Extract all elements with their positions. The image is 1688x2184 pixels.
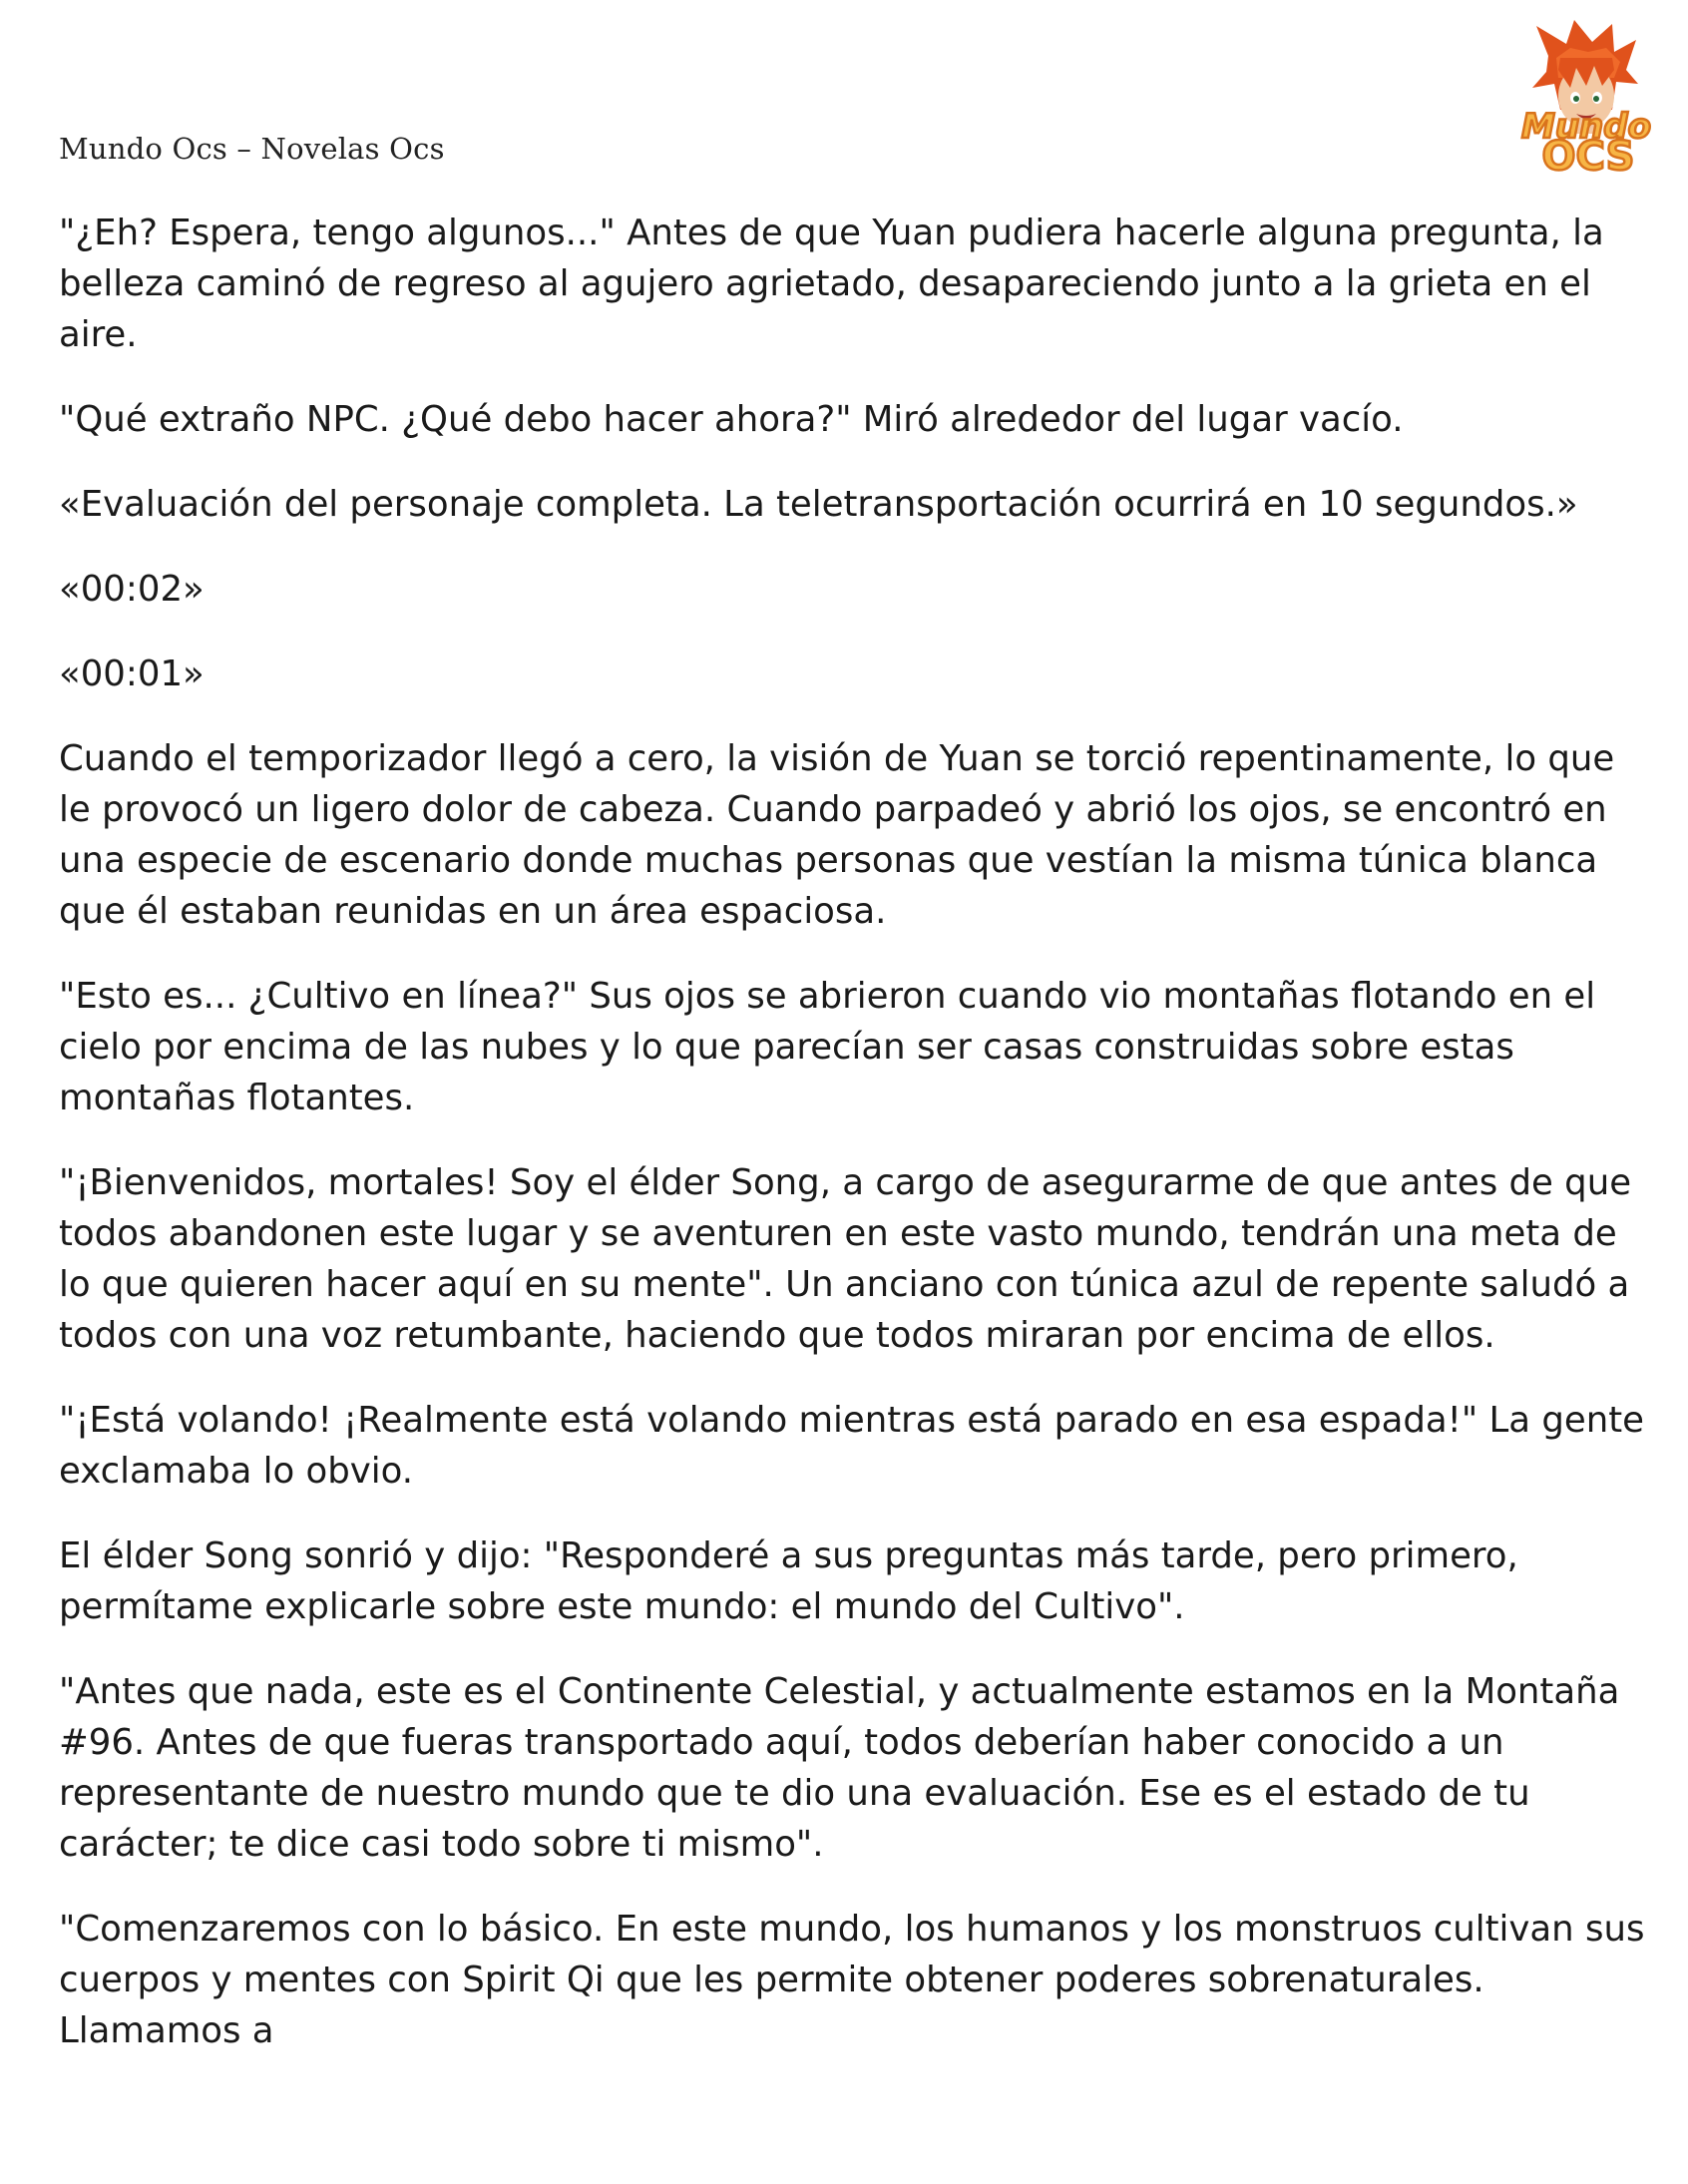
site-title: Mundo Ocs – Novelas Ocs xyxy=(59,132,445,166)
paragraph: "¡Bienvenidos, mortales! Soy el élder Song, a cargo de asegurarme de que antes de que todos abandonen este lugar y se aventuren en este vasto mundo, tendrán una meta de lo que quieren hacer aquí en su mente". Un anciano con túnica azul de repente saludó a todos con una voz retumbante, haciendo que todos miraran por encima de ellos. xyxy=(59,1162,1632,1356)
mundo-ocs-logo xyxy=(1496,18,1676,178)
paragraph: "Qué extraño NPC. ¿Qué debo hacer ahora?" Miró alrededor del lugar vacío. xyxy=(59,399,1404,440)
paragraph: El élder Song sonrió y dijo: "Responderé a sus preguntas más tarde, pero primero, permítame explicarle sobre este mundo: el mundo del Cultivo". xyxy=(59,1535,1518,1627)
paragraph: «00:01» xyxy=(59,654,205,694)
paragraph: "¡Está volando! ¡Realmente está volando mientras está parado en esa espada!" La gente exclamaba lo obvio. xyxy=(59,1400,1644,1492)
svg-text:OCS: OCS xyxy=(1541,134,1635,178)
paragraph: «Evaluación del personaje completa. La teletransportación ocurrirá en 10 segundos.» xyxy=(59,484,1578,525)
paragraph: "Comenzaremos con lo básico. En este mundo, los humanos y los monstruos cultivan sus cuerpos y mentes con Spirit Qi que les permite obtener poderes sobrenaturales. Llamamos a xyxy=(59,1909,1645,2051)
paragraph: "Esto es... ¿Cultivo en línea?" Sus ojos se abrieron cuando vio montañas flotando en el cielo por encima de las nubes y lo que parecían ser casas construidas sobre estas montañas flotantes. xyxy=(59,976,1596,1118)
chapter-body xyxy=(59,208,1645,2090)
paragraph: «00:02» xyxy=(59,569,205,610)
paragraph: "Antes que nada, este es el Continente Celestial, y actualmente estamos en la Montaña #96. Antes de que fueras transportado aquí, todos deberían haber conocido a un representante de nuestro mundo que te dio una evaluación. Ese es el estado de tu carácter; te dice casi todo sobre ti mismo". xyxy=(59,1671,1620,1865)
paragraph: Cuando el temporizador llegó a cero, la visión de Yuan se torció repentinamente, lo que le provocó un ligero dolor de cabeza. Cuando parpadeó y abrió los ojos, se encontró en una especie de escenario donde muchas personas que vestían la misma túnica blanca que él estaban reunidas en un área espaciosa. xyxy=(59,738,1615,932)
svg-text:Mundo: Mundo xyxy=(1521,107,1651,147)
paragraph: "¿Eh? Espera, tengo algunos..." Antes de que Yuan pudiera hacerle alguna pregunta, la belleza caminó de regreso al agujero agrietado, desapareciendo junto a la grieta en el aire. xyxy=(59,213,1604,355)
